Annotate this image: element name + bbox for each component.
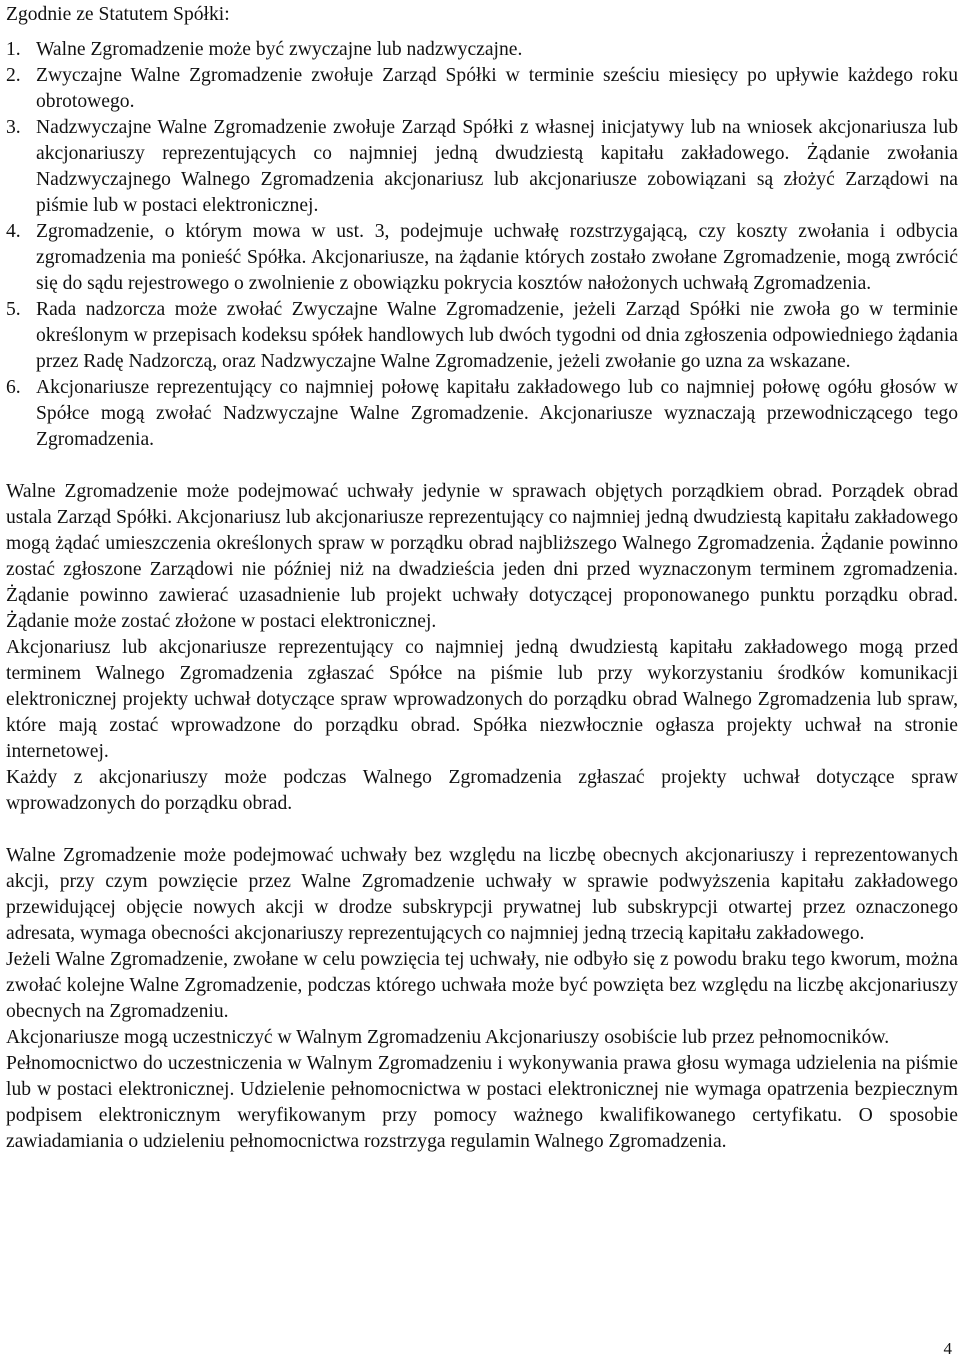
document-page <box>6 0 958 1155</box>
paragraph: Jeżeli Walne Zgromadzenie, zwołane w celu powzięcia tej uchwały, nie odbyło się z powodu braku tego kworum, można zwołać kolejne Walne Zgromadzenie, podczas którego uchwała może być powzięta bez względu na liczbę akcjonariuszy obecnych na Zgromadzeniu. <box>6 949 958 1022</box>
paragraph: Każdy z akcjonariuszy może podczas Walnego Zgromadzenia zgłaszać projekty uchwał dotyczące spraw wprowadzonych do porządku obrad. <box>6 767 958 814</box>
agenda-section <box>6 479 958 817</box>
statute-list <box>6 37 958 453</box>
list-item-text: Zwyczajne Walne Zgromadzenie zwołuje Zarząd Spółki w terminie sześciu miesięcy po upływie każdego roku obrotowego. <box>36 65 958 112</box>
list-item <box>6 63 958 115</box>
paragraph: Akcjonariusz lub akcjonariusze reprezentujący co najmniej jedną dwudziestą kapitału zakładowego mogą przed terminem Walnego Zgromadzenia zgłaszać Spółce na piśmie lub przy wykorzystaniu środków komunikacji elektronicznej projekty uchwał dotyczące spraw wprowadzonych do porządku obrad Walnego Zgromadzenia lub spraw, które mają zostać wprowadzone do porządku obrad. Spółka niezwłocznie ogłasza projekty uchwał na stronie internetowej. <box>6 637 958 762</box>
list-item-number: 5. <box>6 299 21 320</box>
list-item-text: Zgromadzenie, o którym mowa w ust. 3, podejmuje uchwałę rozstrzygającą, czy koszty zwołania i odbycia zgromadzenia ma ponieść Spółka. Akcjonariusze, na żądanie których zostało zwołane Zgromadzenie, mogą zwrócić się do sądu rejestrowego o zwolnienie z obowiązku pokrycia kosztów nałożonych uchwałą Zgromadzenia. <box>36 221 958 294</box>
list-item-number: 6. <box>6 377 21 398</box>
list-item-number: 2. <box>6 65 21 86</box>
list-item <box>6 37 958 63</box>
list-item <box>6 219 958 297</box>
paragraph: Walne Zgromadzenie może podejmować uchwały jedynie w sprawach objętych porządkiem obrad. Porządek obrad ustala Zarząd Spółki. Akcjonariusz lub akcjonariusze reprezentujący co najmniej jedną dwudziestą kapitału zakładowego mogą żądać umieszczenia określonych spraw w porządku obrad najbliższego Walnego Zgromadzenia. Żądanie powinno zostać zgłoszone Zarządowi nie później niż na dwadzieścia jeden dni przed wyznaczonym terminem zgromadzenia. Żądanie powinno zawierać uzasadnienie lub projekt uchwały dotyczącej proponowanego punktu porządku obrad. Żądanie może zostać złożone w postaci elektronicznej. <box>6 481 958 632</box>
intro-line: Zgodnie ze Statutem Spółki: <box>6 4 230 25</box>
section-gap <box>6 453 958 479</box>
paragraph: Pełnomocnictwo do uczestniczenia w Walnym Zgromadzeniu i wykonywania prawa głosu wymaga udzielenia na piśmie lub w postaci elektronicznej. Udzielenie pełnomocnictwa w postaci elektronicznej nie wymaga opatrzenia bezpiecznym podpisem elektronicznym weryfikowanym przy pomocy ważnego kwalifikowanego certyfikatu. O sposobie zawiadamiania o udzieleniu pełnomocnictwa rozstrzyga regulamin Walnego Zgromadzenia. <box>6 1053 958 1152</box>
list-item-text: Nadzwyczajne Walne Zgromadzenie zwołuje Zarząd Spółki z własnej inicjatywy lub na wniosek akcjonariusza lub akcjonariuszy reprezentujących co najmniej jedną dwudziestą kapitału zakładowego. Żądanie zwołania Nadzwyczajnego Walnego Zgromadzenia akcjonariusz lub akcjonariusze zobowiązani są złożyć Zarządowi na piśmie lub w postaci elektronicznej. <box>36 117 958 216</box>
list-item-text: Walne Zgromadzenie może być zwyczajne lub nadzwyczajne. <box>36 39 523 60</box>
paragraph: Akcjonariusze mogą uczestniczyć w Walnym Zgromadzeniu Akcjonariuszy osobiście lub przez pełnomocników. <box>6 1027 890 1048</box>
list-item-number: 1. <box>6 39 21 60</box>
list-item-number: 3. <box>6 117 21 138</box>
list-item-text: Akcjonariusze reprezentujący co najmniej połowę kapitału zakładowego lub co najmniej połowę ogółu głosów w Spółce mogą zwołać Nadzwyczajne Walne Zgromadzenie. Akcjonariusze wyznaczają przewodniczącego tego Zgromadzenia. <box>36 377 958 450</box>
list-item-number: 4. <box>6 221 21 242</box>
list-item <box>6 375 958 453</box>
list-item <box>6 115 958 219</box>
page-number: 4 <box>943 1339 952 1358</box>
section-gap <box>6 817 958 843</box>
list-item <box>6 297 958 375</box>
quorum-section <box>6 843 958 1155</box>
list-item-text: Rada nadzorcza może zwołać Zwyczajne Walne Zgromadzenie, jeżeli Zarząd Spółki nie zwoła go w terminie określonym w przepisach kodeksu spółek handlowych lub dwóch tygodni od dnia zgłoszenia odpowiedniego żądania przez Radę Nadzorczą, oraz Nadzwyczajne Walne Zgromadzenie, jeżeli zwołanie go uzna za wskazane. <box>36 299 958 372</box>
paragraph: Walne Zgromadzenie może podejmować uchwały bez względu na liczbę obecnych akcjonariuszy i reprezentowanych akcji, przy czym powzięcie przez Walne Zgromadzenie uchwały w sprawie podwyższenia kapitału zakładowego przewidującej objęcie nowych akcji w drodze subskrypcji prywatnej lub subskrypcji otwartej przez oznaczonego adresata, wymaga obecności akcjonariuszy reprezentujących co najmniej jedną trzecią kapitału zakładowego. <box>6 845 958 944</box>
